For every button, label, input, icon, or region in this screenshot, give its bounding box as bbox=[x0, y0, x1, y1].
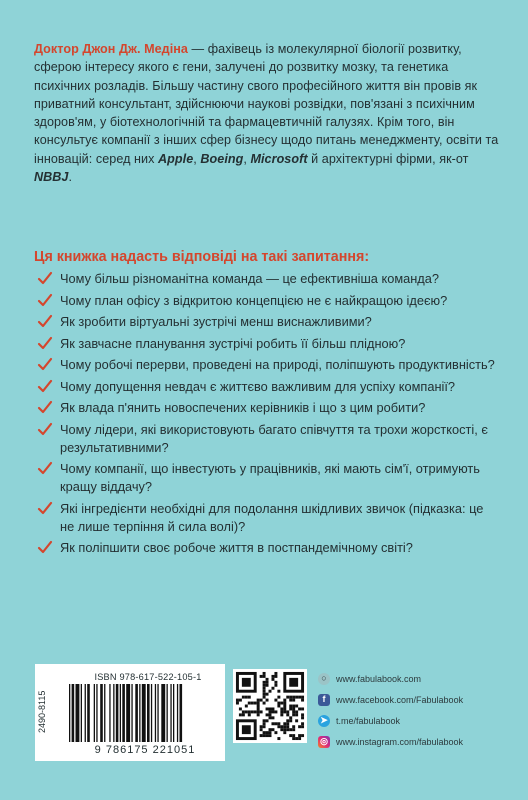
social-link-text: www.facebook.com/Fabulabook bbox=[336, 694, 464, 705]
barcode-bar bbox=[147, 684, 150, 742]
instagram-icon: ◎ bbox=[318, 736, 330, 748]
web-icon: ○ bbox=[318, 673, 330, 685]
question-text: Чому лідери, які використовують багато співчуття та трохи жорсткості, є результативними? bbox=[60, 421, 488, 455]
barcode-bar bbox=[87, 684, 90, 742]
barcode-bar bbox=[100, 684, 103, 742]
barcode-bar bbox=[135, 684, 138, 742]
barcode-bar bbox=[167, 684, 168, 742]
social-links bbox=[318, 668, 463, 752]
checkmark-icon bbox=[36, 421, 54, 439]
question-text: Як зробити віртуальні зустрічі менш виснажливими? bbox=[60, 314, 372, 329]
barcode-bar bbox=[151, 684, 152, 742]
barcode-number: 9 786175 221051 bbox=[94, 744, 196, 756]
question-item bbox=[34, 335, 500, 353]
brand-nbbj: NBBJ bbox=[34, 170, 69, 185]
brand-boeing: Boeing bbox=[200, 151, 244, 166]
checkmark-icon bbox=[36, 356, 54, 374]
social-link-text: www.instagram.com/fabulabook bbox=[336, 736, 464, 747]
barcode-bar bbox=[131, 684, 132, 742]
barcode-bar bbox=[81, 684, 82, 742]
checkmark-icon bbox=[36, 378, 54, 396]
checkmark-icon bbox=[36, 500, 54, 518]
question-text: Як влада п'янить новоспечених керівників і що з цим робити? bbox=[60, 400, 426, 415]
social-item-instagram[interactable] bbox=[318, 731, 463, 752]
checkmark-icon bbox=[36, 270, 54, 288]
questions-title: Ця книжка надасть відповіді на такі запитання: bbox=[34, 249, 370, 265]
barcode-bar bbox=[177, 684, 178, 742]
barcode-bar bbox=[126, 684, 130, 742]
brand-apple: Apple bbox=[158, 151, 194, 166]
barcode-bar bbox=[142, 684, 146, 742]
checkmark-icon bbox=[36, 460, 54, 478]
barcode-bar bbox=[69, 684, 70, 742]
question-text: Чому компанії, що інвестують у працівників, які мають сім'ї, отримують кращу віддачу? bbox=[60, 461, 480, 494]
question-item bbox=[34, 313, 500, 331]
question-text: Чому допущення невдач є життєво важливим для успіху компанії? bbox=[60, 378, 456, 394]
checkmark-icon bbox=[36, 313, 54, 331]
bio-text: й архітектурні фірми, як-от bbox=[307, 151, 469, 166]
barcode-bar bbox=[113, 684, 114, 742]
social-item-telegram[interactable] bbox=[318, 710, 463, 731]
author-name: Доктор Джон Дж. Медіна bbox=[34, 42, 188, 56]
barcode-block bbox=[35, 664, 225, 761]
questions-list bbox=[34, 270, 500, 561]
issn-number: 2490-8115 bbox=[37, 690, 47, 734]
barcode-bar bbox=[109, 684, 110, 742]
barcode-bar bbox=[76, 684, 80, 742]
barcode-bar bbox=[94, 684, 95, 742]
question-text: Чому більш різноманітна команда — це ефективніша команда? bbox=[60, 271, 440, 286]
question-text: Як поліпшити своє робоче життя в постпандемічному світі? bbox=[60, 540, 413, 555]
barcode-bar bbox=[104, 684, 105, 742]
checkmark-icon bbox=[36, 292, 54, 310]
social-item-web[interactable] bbox=[318, 668, 463, 689]
qr-code bbox=[233, 669, 307, 743]
barcode-bar bbox=[161, 684, 165, 742]
bio-text: . bbox=[68, 170, 73, 185]
barcode-bar bbox=[72, 684, 75, 742]
question-text: Чому план офісу з відкритою концепцією не є найкращою ідеєю? bbox=[60, 292, 448, 308]
barcode-bar bbox=[170, 684, 171, 742]
checkmark-icon bbox=[36, 335, 54, 353]
bio-sep: , bbox=[243, 151, 251, 166]
barcode-bars bbox=[65, 684, 221, 744]
barcode-bar bbox=[155, 684, 156, 742]
question-text: Як завчасне планування зустрічі робить її більш плідною? bbox=[60, 335, 406, 351]
social-link-text: www.fabulabook.com bbox=[336, 673, 422, 684]
barcode-bar bbox=[120, 684, 121, 742]
author-bio bbox=[34, 40, 500, 186]
checkmark-icon bbox=[36, 539, 54, 557]
social-item-facebook[interactable] bbox=[318, 689, 463, 710]
question-text: Які інгредієнти необхідні для подолання шкідливих звичок (підказка: це не лише терпіння й сила волі)? bbox=[60, 500, 484, 534]
question-item bbox=[34, 378, 500, 396]
barcode-bar bbox=[116, 684, 119, 742]
barcode-bar bbox=[85, 684, 86, 742]
isbn-text: ISBN 978-617-522-105-1 bbox=[94, 672, 202, 682]
barcode-bar bbox=[180, 684, 183, 742]
question-item bbox=[34, 356, 500, 374]
barcode-bar bbox=[122, 684, 125, 742]
question-item bbox=[34, 460, 500, 496]
barcode-bar bbox=[173, 684, 174, 742]
question-text: Чому робочі перерви, проведені на природі, поліпшують продуктивність? bbox=[60, 357, 495, 372]
telegram-icon: ➤ bbox=[318, 715, 330, 727]
barcode-bar bbox=[96, 684, 97, 742]
question-item bbox=[34, 270, 500, 288]
brand-microsoft: Microsoft bbox=[250, 151, 308, 166]
checkmark-icon bbox=[36, 399, 54, 417]
bio-sep: , bbox=[193, 151, 201, 166]
social-link-text: t.me/fabulabook bbox=[336, 715, 401, 726]
question-item bbox=[34, 539, 500, 557]
barcode-bar bbox=[157, 684, 158, 742]
question-item bbox=[34, 500, 500, 536]
question-item bbox=[34, 292, 500, 310]
question-item bbox=[34, 421, 500, 457]
bio-text: — фахівець із молекулярної біології розвитку, сферою інтересу якого є гени, залучені до розвитку мозку, та генетика психічних розладів. Більшу частину свого професійного життя він провів як приватний консультант, здійснюючи наукові розвідки, пов'язані з психічним здоров'ям, у біотехнологічній та фармацевтичній галузях. Крім того, він консультує компанії з інших сфер бізнесу щодо питань менеджменту, освіти та інновацій: серед них bbox=[34, 42, 499, 166]
barcode-bar bbox=[139, 684, 140, 742]
question-item bbox=[34, 399, 500, 417]
facebook-icon: f bbox=[318, 694, 330, 706]
